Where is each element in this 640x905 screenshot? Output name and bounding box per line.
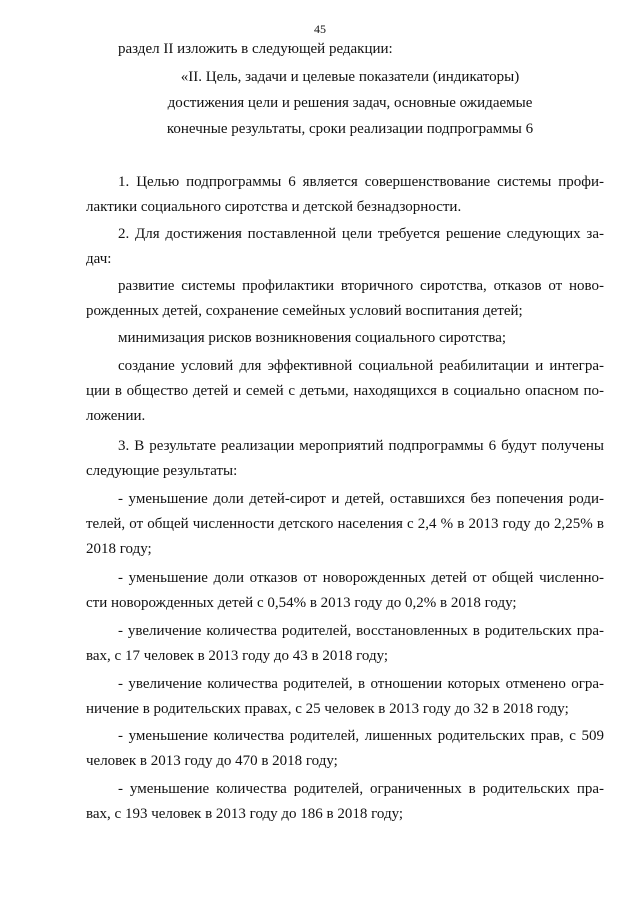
intro-line: раздел II изложить в следующей редакции: xyxy=(118,41,393,57)
paragraph-line: 3. В результате реализации мероприятий подпрограммы 6 будут получены xyxy=(118,438,604,454)
paragraph-line: - уменьшение доли отказов от новорожденных детей от общей численно- xyxy=(118,570,604,586)
paragraph-line: вах, с 17 человек в 2013 году до 43 в 2018 году; xyxy=(86,648,389,664)
paragraph-line: 2. Для достижения поставленной цели требуется решение следующих за- xyxy=(118,226,604,242)
result-item xyxy=(86,672,604,722)
task-item xyxy=(118,326,604,351)
paragraph-results xyxy=(86,434,604,484)
paragraph-line: - уменьшение доли детей-сирот и детей, оставшихся без попечения роди- xyxy=(118,491,604,507)
paragraph-line: создание условий для эффективной социальной реабилитации и интегра- xyxy=(118,358,604,374)
paragraph-line: ложении. xyxy=(86,408,146,424)
page-number: 45 xyxy=(314,22,326,36)
paragraph-tasks xyxy=(86,222,604,272)
paragraph-line: следующие результаты: xyxy=(86,463,238,479)
paragraph-line: вах, с 193 человек в 2013 году до 186 в 2018 году; xyxy=(86,806,404,822)
paragraph-goal xyxy=(86,170,604,220)
paragraph-line: ции в общество детей и семей с детьми, находящихся в социально опасном по- xyxy=(86,383,604,399)
heading-line-1: «II. Цель, задачи и целевые показатели (индикаторы) xyxy=(180,69,520,85)
paragraph-line: ничение в родительских правах, с 25 человек в 2013 году до 32 в 2018 году; xyxy=(86,701,569,717)
heading-line-2: достижения цели и решения задач, основные ожидаемые xyxy=(167,95,533,111)
paragraph-line: человек в 2013 году до 470 в 2018 году; xyxy=(86,753,338,769)
paragraph-line: 2018 году; xyxy=(86,541,152,557)
paragraph-line: минимизация рисков возникновения социального сиротства; xyxy=(118,330,507,346)
paragraph-line: телей, от общей численности детского населения с 2,4 % в 2013 году до 2,25% в xyxy=(86,516,604,532)
task-item xyxy=(86,274,604,324)
paragraph-line: - уменьшение количества родителей, лишенных родительских прав, с 509 xyxy=(118,728,604,744)
paragraph-line: лактики социального сиротства и детской безнадзорности. xyxy=(86,199,462,215)
paragraph-line: - увеличение количества родителей, в отношении которых отменено огра- xyxy=(118,676,604,692)
paragraph-line: дач: xyxy=(86,251,112,267)
result-item xyxy=(86,487,604,562)
heading-line-3: конечные результаты, сроки реализации подпрограммы 6 xyxy=(166,121,534,137)
paragraph-line: развитие системы профилактики вторичного сиротства, отказов от ново- xyxy=(118,278,604,294)
result-item xyxy=(86,619,604,669)
section-heading xyxy=(100,64,600,142)
result-item xyxy=(86,777,604,827)
paragraph-line: сти новорожденных детей с 0,54% в 2013 году до 0,2% в 2018 году; xyxy=(86,595,517,611)
paragraph-line: - увеличение количества родителей, восстановленных в родительских пра- xyxy=(118,623,604,639)
paragraph-line: 1. Целью подпрограммы 6 является совершенствование системы профи- xyxy=(118,174,604,190)
paragraph-line: рожденных детей, сохранение семейных условий воспитания детей; xyxy=(86,303,523,319)
result-item xyxy=(86,724,604,774)
paragraph-line: - уменьшение количества родителей, ограниченных в родительских пра- xyxy=(118,781,604,797)
task-item xyxy=(86,354,604,429)
result-item xyxy=(86,566,604,616)
